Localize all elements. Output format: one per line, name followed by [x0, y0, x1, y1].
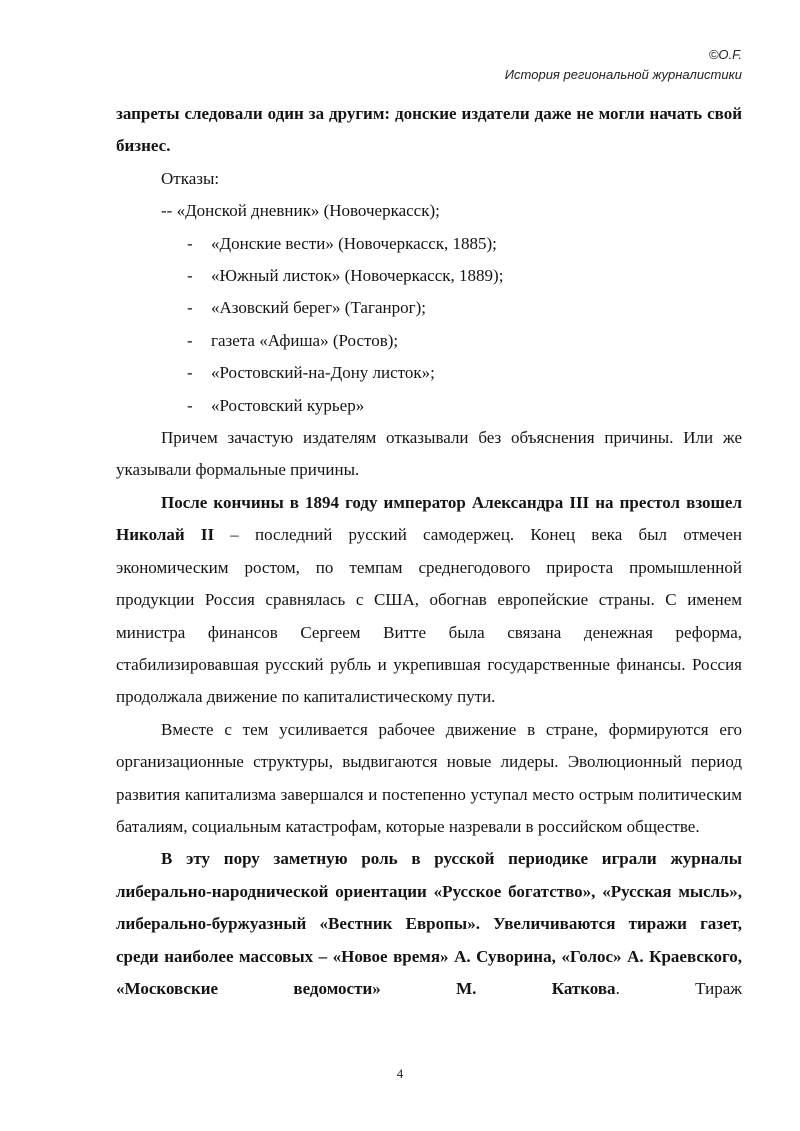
dash-bullet: -: [187, 266, 193, 286]
list-item-text: «Азовский берег» (Таганрог);: [211, 298, 426, 318]
reasons-paragraph: Причем зачастую издателям отказывали без объяснения причины. Или же указывали формальные причины.: [116, 428, 742, 480]
list-item-text: «Ростовский курьер»: [211, 395, 365, 415]
list-item: [116, 325, 742, 357]
list-item: [116, 292, 742, 324]
list-item: [116, 260, 742, 292]
nicholas-paragraph-bold: После кончины в 1894 году император Александра III на престол взошел Николай II: [116, 492, 742, 545]
nicholas-paragraph: [116, 487, 742, 714]
page-body: [116, 98, 742, 1005]
dash-bullet: -: [187, 363, 193, 383]
list-item: [116, 390, 742, 422]
list-item-text: «Донские вести» (Новочеркасск, 1885);: [211, 233, 497, 253]
intro-paragraph: запреты следовали один за другим: донские издатели даже не могли начать свой бизнес.: [116, 104, 742, 156]
press-paragraph: [116, 843, 742, 1005]
header-course-title: История региональной журналистики: [504, 67, 742, 82]
list-item: [116, 357, 742, 389]
refusals-list: [116, 228, 742, 422]
header-copyright: ©O.F.: [708, 47, 742, 62]
dash-bullet: -: [187, 233, 193, 253]
list-item: [116, 228, 742, 260]
page-number: 4: [396, 1066, 404, 1081]
dash-bullet: -: [187, 298, 193, 318]
list-item-text: «Южный листок» (Новочеркасск, 1889);: [211, 266, 504, 286]
list-item-text: «Ростовский-на-Дону листок»;: [211, 363, 435, 383]
press-paragraph-bold: В эту пору заметную роль в русской периодике играли журналы либерально-народнической ориентации «Русское богатство», «Русская мысль», либерально-буржуазный «Вестник Европы». Увеличиваются тиражи газет, среди наиболее массовых – «Новое время» А. Суворина, «Голос» А. Краевского, «Московские ведомости» М. Каткова: [116, 849, 742, 998]
dash-bullet: -: [187, 330, 193, 350]
labor-paragraph: Вместе с тем усиливается рабочее движение в стране, формируются его организационные структуры, выдвигаются новые лидеры. Эволюционный период развития капитализма завершался и постепенно уступал место острым политическим баталиям, социальным катастрофам, которые назревали в российском обществе.: [116, 719, 742, 836]
dash-bullet: -: [187, 395, 193, 415]
press-paragraph-text: . Тираж: [615, 978, 742, 998]
refusals-first-item: -- «Донской дневник» (Новочеркасск);: [161, 201, 440, 221]
list-item-text: газета «Афиша» (Ростов);: [211, 330, 399, 350]
refusals-label: Отказы:: [161, 168, 220, 188]
page-header: [505, 45, 742, 85]
nicholas-paragraph-text: – последний русский самодержец. Конец века был отмечен экономическим ростом, по темпам среднегодового прироста промышленной продукции Россия сравнялась с США, обогнав европейские страны. С именем министра финансов Сергеем Витте была связана денежная реформа, стабилизировавшая русский рубль и укрепившая государственные финансы. Россия продолжала движение по капиталистическому пути.: [116, 525, 742, 707]
